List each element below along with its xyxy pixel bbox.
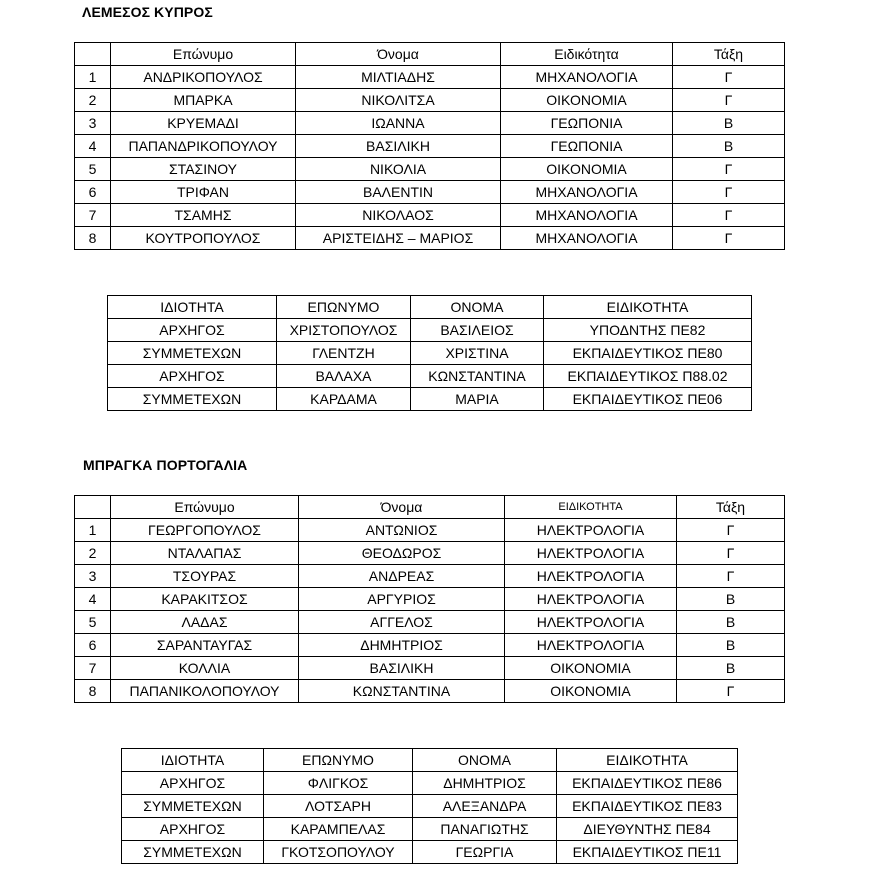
specialty-cell: ΜΗΧΑΝΟΛΟΓΙΑ bbox=[501, 181, 673, 204]
header-cell-number bbox=[75, 43, 111, 66]
surname-cell: ΚΟΥΤΡΟΠΟΥΛΟΣ bbox=[111, 227, 296, 250]
table-row bbox=[75, 204, 785, 227]
table-header-row bbox=[75, 496, 785, 519]
role-cell: ΑΡΧΗΓΟΣ bbox=[122, 772, 264, 795]
table-row bbox=[75, 112, 785, 135]
surname-cell: ΠΑΠΑΝΔΡΙΚΟΠΟΥΛΟΥ bbox=[111, 135, 296, 158]
table-header-row bbox=[122, 749, 738, 772]
name-cell: ΜΙΛΤΙΑΔΗΣ bbox=[296, 66, 501, 89]
surname-cell: ΚΑΡΑΚΙΤΣΟΣ bbox=[111, 588, 299, 611]
name-cell: ΔΗΜΗΤΡΙΟΣ bbox=[413, 772, 557, 795]
table-row bbox=[108, 319, 752, 342]
table-row bbox=[75, 657, 785, 680]
name-cell: ΑΡΓΥΡΙΟΣ bbox=[299, 588, 505, 611]
row-number: 7 bbox=[75, 204, 111, 227]
class-cell: Β bbox=[677, 634, 785, 657]
header-cell-surname: Επώνυμο bbox=[111, 496, 299, 519]
name-cell: ΒΑΣΙΛΕΙΟΣ bbox=[411, 319, 544, 342]
specialty-cell: ΟΙΚΟΝΟΜΙΑ bbox=[501, 89, 673, 112]
table-row bbox=[75, 135, 785, 158]
table-row bbox=[75, 181, 785, 204]
row-number: 4 bbox=[75, 588, 111, 611]
name-cell: ΑΓΓΕΛΟΣ bbox=[299, 611, 505, 634]
name-cell: ΒΑΣΙΛΙΚΗ bbox=[296, 135, 501, 158]
header-cell-class: Τάξη bbox=[677, 496, 785, 519]
header-cell-name: ΟΝΟΜΑ bbox=[411, 296, 544, 319]
surname-cell: ΓΕΩΡΓΟΠΟΥΛΟΣ bbox=[111, 519, 299, 542]
specialty-cell: ΗΛΕΚΤΡΟΛΟΓΙΑ bbox=[505, 611, 677, 634]
surname-cell: ΛΟΤΣΑΡΗ bbox=[264, 795, 413, 818]
name-cell: ΑΛΕΞΑΝΔΡΑ bbox=[413, 795, 557, 818]
class-cell: Β bbox=[677, 611, 785, 634]
header-cell-specialty: ΕΙΔΙΚΟΤΗΤΑ bbox=[505, 496, 677, 519]
row-number: 1 bbox=[75, 519, 111, 542]
row-number: 2 bbox=[75, 89, 111, 112]
section-title-braga: ΜΠΡΑΓΚΑ ΠΟΡΤΟΓΑΛΙΑ bbox=[83, 457, 248, 473]
header-cell-name: ΟΝΟΜΑ bbox=[413, 749, 557, 772]
table-row bbox=[75, 565, 785, 588]
header-cell-surname: ΕΠΩΝΥΜΟ bbox=[264, 749, 413, 772]
section-title-limassol: ΛΕΜΕΣΟΣ ΚΥΠΡΟΣ bbox=[82, 4, 213, 20]
staff-table-limassol bbox=[107, 295, 752, 411]
table-header-row bbox=[108, 296, 752, 319]
name-cell: ΝΙΚΟΛΙΑ bbox=[296, 158, 501, 181]
table-row bbox=[108, 365, 752, 388]
surname-cell: ΚΟΛΛΙΑ bbox=[111, 657, 299, 680]
specialty-cell: ΗΛΕΚΤΡΟΛΟΓΙΑ bbox=[505, 634, 677, 657]
class-cell: Β bbox=[677, 657, 785, 680]
table-row bbox=[75, 227, 785, 250]
specialty-cell: ΕΚΠΑΙΔΕΥΤΙΚΟΣ ΠΕ11 bbox=[557, 841, 738, 864]
table-row bbox=[108, 388, 752, 411]
specialty-cell: ΜΗΧΑΝΟΛΟΓΙΑ bbox=[501, 227, 673, 250]
specialty-cell: ΜΗΧΑΝΟΛΟΓΙΑ bbox=[501, 204, 673, 227]
students-table-braga bbox=[74, 495, 785, 703]
row-number: 8 bbox=[75, 227, 111, 250]
surname-cell: ΒΑΛΑΧΑ bbox=[277, 365, 411, 388]
specialty-cell: ΕΚΠΑΙΔΕΥΤΙΚΟΣ ΠΕ80 bbox=[544, 342, 752, 365]
name-cell: ΑΝΤΩΝΙΟΣ bbox=[299, 519, 505, 542]
specialty-cell: ΟΙΚΟΝΟΜΙΑ bbox=[505, 680, 677, 703]
table-row bbox=[75, 158, 785, 181]
name-cell: ΒΑΛΕΝΤΙΝ bbox=[296, 181, 501, 204]
surname-cell: ΚΡΥΕΜΑΔΙ bbox=[111, 112, 296, 135]
table-row bbox=[108, 342, 752, 365]
class-cell: Γ bbox=[677, 565, 785, 588]
header-cell-name: Όνομα bbox=[299, 496, 505, 519]
specialty-cell: ΕΚΠΑΙΔΕΥΤΙΚΟΣ Π88.02 bbox=[544, 365, 752, 388]
specialty-cell: ΓΕΩΠΟΝΙΑ bbox=[501, 135, 673, 158]
surname-cell: ΠΑΠΑΝΙΚΟΛΟΠΟΥΛΟΥ bbox=[111, 680, 299, 703]
specialty-cell: ΕΚΠΑΙΔΕΥΤΙΚΟΣ ΠΕ83 bbox=[557, 795, 738, 818]
surname-cell: ΣΤΑΣΙΝΟΥ bbox=[111, 158, 296, 181]
row-number: 5 bbox=[75, 611, 111, 634]
specialty-cell: ΗΛΕΚΤΡΟΛΟΓΙΑ bbox=[505, 542, 677, 565]
table-row bbox=[75, 588, 785, 611]
class-cell: Γ bbox=[677, 519, 785, 542]
surname-cell: ΤΡΙΦΑΝ bbox=[111, 181, 296, 204]
name-cell: ΙΩΑΝΝΑ bbox=[296, 112, 501, 135]
surname-cell: ΝΤΑΛΑΠΑΣ bbox=[111, 542, 299, 565]
specialty-cell: ΥΠΟΔΝΤΗΣ ΠΕ82 bbox=[544, 319, 752, 342]
specialty-cell: ΓΕΩΠΟΝΙΑ bbox=[501, 112, 673, 135]
role-cell: ΑΡΧΗΓΟΣ bbox=[122, 818, 264, 841]
surname-cell: ΜΠΑΡΚΑ bbox=[111, 89, 296, 112]
header-cell-specialty: Ειδικότητα bbox=[501, 43, 673, 66]
name-cell: ΘΕΟΔΩΡΟΣ bbox=[299, 542, 505, 565]
row-number: 2 bbox=[75, 542, 111, 565]
surname-cell: ΦΛΙΓΚΟΣ bbox=[264, 772, 413, 795]
table-row bbox=[75, 542, 785, 565]
class-cell: Β bbox=[673, 135, 785, 158]
row-number: 1 bbox=[75, 66, 111, 89]
header-cell-specialty: ΕΙΔΙΚΟΤΗΤΑ bbox=[544, 296, 752, 319]
role-cell: ΣΥΜΜΕΤΕΧΩΝ bbox=[122, 795, 264, 818]
surname-cell: ΛΑΔΑΣ bbox=[111, 611, 299, 634]
name-cell: ΝΙΚΟΛΙΤΣΑ bbox=[296, 89, 501, 112]
class-cell: Γ bbox=[673, 181, 785, 204]
role-cell: ΣΥΜΜΕΤΕΧΩΝ bbox=[108, 388, 277, 411]
name-cell: ΑΡΙΣΤΕΙΔΗΣ – ΜΑΡΙΟΣ bbox=[296, 227, 501, 250]
name-cell: ΝΙΚΟΛΑΟΣ bbox=[296, 204, 501, 227]
name-cell: ΚΩΝΣΤΑΝΤΙΝΑ bbox=[299, 680, 505, 703]
surname-cell: ΚΑΡΔΑΜΑ bbox=[277, 388, 411, 411]
row-number: 7 bbox=[75, 657, 111, 680]
table-row bbox=[75, 680, 785, 703]
surname-cell: ΤΣΟΥΡΑΣ bbox=[111, 565, 299, 588]
name-cell: ΑΝΔΡΕΑΣ bbox=[299, 565, 505, 588]
name-cell: ΚΩΝΣΤΑΝΤΙΝΑ bbox=[411, 365, 544, 388]
specialty-cell: ΕΚΠΑΙΔΕΥΤΙΚΟΣ ΠΕ06 bbox=[544, 388, 752, 411]
students-table-limassol bbox=[74, 42, 785, 250]
specialty-cell: ΗΛΕΚΤΡΟΛΟΓΙΑ bbox=[505, 588, 677, 611]
surname-cell: ΧΡΙΣΤΟΠΟΥΛΟΣ bbox=[277, 319, 411, 342]
name-cell: ΧΡΙΣΤΙΝΑ bbox=[411, 342, 544, 365]
table-row bbox=[122, 841, 738, 864]
class-cell: Γ bbox=[677, 542, 785, 565]
table-row bbox=[75, 611, 785, 634]
name-cell: ΠΑΝΑΓΙΩΤΗΣ bbox=[413, 818, 557, 841]
surname-cell: ΤΣΑΜΗΣ bbox=[111, 204, 296, 227]
table-header-row bbox=[75, 43, 785, 66]
table-row bbox=[75, 66, 785, 89]
surname-cell: ΣΑΡΑΝΤΑΥΓΑΣ bbox=[111, 634, 299, 657]
surname-cell: ΓΚΟΤΣΟΠΟΥΛΟΥ bbox=[264, 841, 413, 864]
header-cell-name: Όνομα bbox=[296, 43, 501, 66]
specialty-cell: ΔΙΕΥΘΥΝΤΗΣ ΠΕ84 bbox=[557, 818, 738, 841]
name-cell: ΜΑΡΙΑ bbox=[411, 388, 544, 411]
role-cell: ΣΥΜΜΕΤΕΧΩΝ bbox=[122, 841, 264, 864]
specialty-cell: ΕΚΠΑΙΔΕΥΤΙΚΟΣ ΠΕ86 bbox=[557, 772, 738, 795]
specialty-cell: ΜΗΧΑΝΟΛΟΓΙΑ bbox=[501, 66, 673, 89]
class-cell: Γ bbox=[673, 66, 785, 89]
table-row bbox=[75, 89, 785, 112]
header-cell-number bbox=[75, 496, 111, 519]
class-cell: Γ bbox=[673, 89, 785, 112]
surname-cell: ΑΝΔΡΙΚΟΠΟΥΛΟΣ bbox=[111, 66, 296, 89]
row-number: 8 bbox=[75, 680, 111, 703]
name-cell: ΓΕΩΡΓΙΑ bbox=[413, 841, 557, 864]
header-cell-role: ΙΔΙΟΤΗΤΑ bbox=[122, 749, 264, 772]
class-cell: Γ bbox=[673, 204, 785, 227]
header-cell-role: ΙΔΙΟΤΗΤΑ bbox=[108, 296, 277, 319]
row-number: 6 bbox=[75, 181, 111, 204]
table-row bbox=[75, 519, 785, 542]
class-cell: Γ bbox=[673, 158, 785, 181]
surname-cell: ΚΑΡΑΜΠΕΛΑΣ bbox=[264, 818, 413, 841]
row-number: 5 bbox=[75, 158, 111, 181]
specialty-cell: ΗΛΕΚΤΡΟΛΟΓΙΑ bbox=[505, 519, 677, 542]
header-cell-surname: ΕΠΩΝΥΜΟ bbox=[277, 296, 411, 319]
row-number: 4 bbox=[75, 135, 111, 158]
class-cell: Γ bbox=[673, 227, 785, 250]
header-cell-specialty: ΕΙΔΙΚΟΤΗΤΑ bbox=[557, 749, 738, 772]
specialty-cell: ΟΙΚΟΝΟΜΙΑ bbox=[501, 158, 673, 181]
header-cell-class: Τάξη bbox=[673, 43, 785, 66]
table-row bbox=[122, 818, 738, 841]
class-cell: Γ bbox=[677, 680, 785, 703]
row-number: 6 bbox=[75, 634, 111, 657]
role-cell: ΣΥΜΜΕΤΕΧΩΝ bbox=[108, 342, 277, 365]
table-row bbox=[75, 634, 785, 657]
specialty-cell: ΗΛΕΚΤΡΟΛΟΓΙΑ bbox=[505, 565, 677, 588]
table-row bbox=[122, 795, 738, 818]
class-cell: Β bbox=[673, 112, 785, 135]
specialty-cell: ΟΙΚΟΝΟΜΙΑ bbox=[505, 657, 677, 680]
role-cell: ΑΡΧΗΓΟΣ bbox=[108, 365, 277, 388]
name-cell: ΒΑΣΙΛΙΚΗ bbox=[299, 657, 505, 680]
name-cell: ΔΗΜΗΤΡΙΟΣ bbox=[299, 634, 505, 657]
row-number: 3 bbox=[75, 112, 111, 135]
header-cell-surname: Επώνυμο bbox=[111, 43, 296, 66]
staff-table-braga bbox=[121, 748, 738, 864]
row-number: 3 bbox=[75, 565, 111, 588]
class-cell: Β bbox=[677, 588, 785, 611]
role-cell: ΑΡΧΗΓΟΣ bbox=[108, 319, 277, 342]
table-row bbox=[122, 772, 738, 795]
surname-cell: ΓΛΕΝΤΖΗ bbox=[277, 342, 411, 365]
